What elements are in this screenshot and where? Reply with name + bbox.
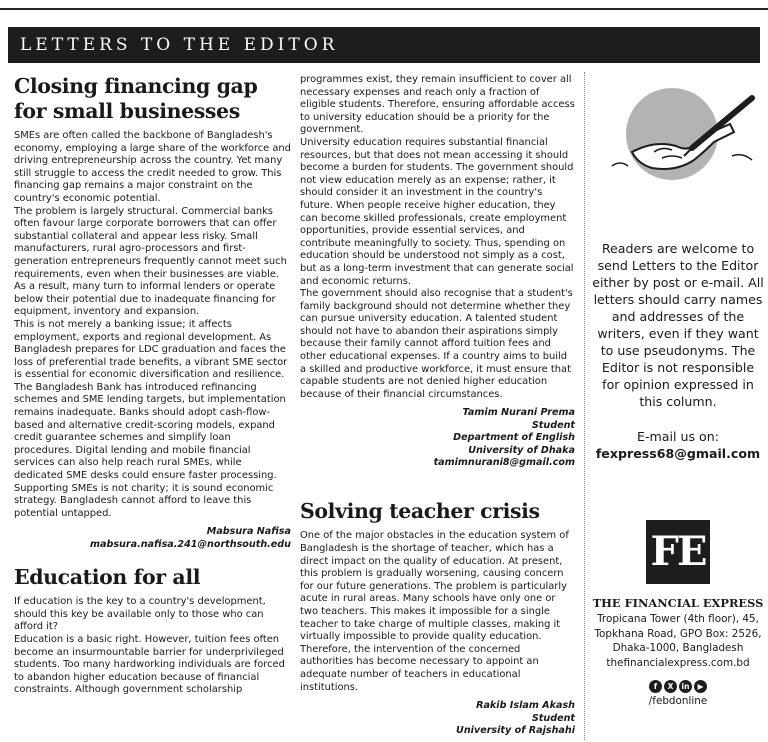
- letter-signature: [300, 407, 575, 469]
- hand-writing-pen-icon: [592, 82, 764, 192]
- column-divider: [584, 72, 585, 740]
- author-email: mabsura.nafisa.241@northsouth.edu: [90, 538, 291, 550]
- author-name: Rakib Islam Akash: [476, 700, 575, 712]
- address-line: Dhaka-1000, Bangladesh: [612, 642, 744, 654]
- letter-paragraph: Education is a basic right. However, tuition fees often become an insurmountable barrier for underprivileged students. Too many hardworking individuals are forced to abandon higher education because of financial constraints. Although government scholarship: [14, 634, 285, 696]
- editor-email: fexpress68@gmail.com: [595, 446, 761, 461]
- x-icon: X: [664, 680, 677, 693]
- letter-paragraph: University education requires substantial financial resources, but that does not mean accessing it should become a burden for students. The government should not view education merely as an expense; rather, it should consider it an investment in the country's future. When people receive higher education, they can become skilled professionals, create employment opportunities, provide essential services, and contribute meaningfully to society. Thus, spending on education should be understood not simply as a cost, but as a long-term investment that can generate social and economic returns.: [300, 136, 574, 287]
- social-handle: /febdonline: [648, 695, 708, 707]
- author-department: Department of English: [453, 432, 575, 444]
- letter-paragraph: One of the major obstacles in the education system of Bangladesh is the shortage of teacher, which has a direct impact on the quality of education. At present, this problem is gradually worsening, causing concern for our future generations. The problem is particularly acute in rural areas. Many schools have only one or two teachers. This makes it impossible for a single teacher to take charge of multiple classes, making it virtually impossible to provide quality education. Therefore, the intervention of the concerned authorities has become necessary to appoint an adequate number of teachers in educational institutions.: [300, 530, 569, 693]
- linkedin-icon: in: [679, 680, 692, 693]
- social-icons: [592, 680, 764, 693]
- author-name: Tamim Nurani Prema: [462, 407, 575, 419]
- author-role: Student: [531, 712, 575, 724]
- sidebar: [592, 72, 764, 707]
- column-1: [14, 74, 291, 697]
- letter-paragraph: Supporting SMEs is not charity; it is sound economic strategy. Bangladesh cannot afford to leave this potential untapped.: [14, 482, 274, 519]
- section-title: LETTERS TO THE EDITOR: [20, 35, 339, 55]
- letter-paragraph: The problem is largely structural. Commercial banks often favour large corporate borrowers that can offer substantial collateral and appear less risky. Small manufacturers, rural agro-processors and first-generation entrepreneurs frequently cannot meet such requirements, even when their businesses are viable. As a result, many turn to informal lenders or operate below their potential due to inadequate financing for equipment, inventory and expansion.: [14, 205, 287, 318]
- section-banner: [8, 27, 760, 63]
- website: thefinancialexpress.com.bd: [606, 656, 750, 669]
- address-line: Tropicana Tower (4th floor), 45,: [597, 613, 759, 625]
- author-role: Student: [531, 419, 575, 431]
- letter-paragraph: SMEs are often called the backbone of Bangladesh's economy, employing a large share of the workforce and driving entrepreneurship across the country. Yet many still struggle to access the credit needed to grow. This financing gap remains a major constraint on the country's economic potential.: [14, 130, 291, 204]
- brand-name: THE FINANCIAL EXPRESS: [592, 596, 764, 610]
- author-email: tamimnurani8@gmail.com: [433, 457, 575, 469]
- submission-notice: Readers are welcome to send Letters to the Editor either by post or e-mail. All letters should carry names and addresses of the writers, even if they want to use pseudonyms. The Editor is not responsible for opinion expressed in this column.: [592, 241, 764, 409]
- address-line: Topkhana Road, GPO Box: 2526,: [594, 627, 762, 640]
- letter-paragraph: This is not merely a banking issue; it affects employment, exports and regional development. As Bangladesh prepares for LDC graduation and faces the loss of preferential trade benefits, a vibrant SME sector is essential for economic diversification and resilience.: [14, 318, 288, 381]
- column-2: [300, 74, 575, 737]
- letter-paragraph: If education is the key to a country's development, should this key be available only to those who can afford it?: [14, 596, 266, 633]
- author-institution: University of Dhaka: [468, 444, 575, 456]
- letter-title: Education for all: [14, 565, 201, 590]
- letter-paragraph: The Bangladesh Bank has introduced refinancing schemes and SME lending targets, but implementation remains inadequate. Banks should adopt cash-flow-based and alternative credit-scoring models, expand credit guarantee schemes and simplify loan procedures. Digital lending and mobile financial services can also help reach rural SMEs, while dedicated SME desks could ensure faster processing.: [14, 381, 286, 482]
- letter-title: Solving teacher crisis: [300, 499, 540, 524]
- author-name: Mabsura Nafisa: [206, 526, 291, 538]
- youtube-icon: ▶: [694, 680, 707, 693]
- email-label: E-mail us on:: [637, 429, 719, 444]
- letter-paragraph: The government should also recognise that a student's family background should not determine whether they can pursue university education. A talented student should not have to abandon their aspirations simply because their family cannot afford tuition fees and other educational expenses. If a country aims to build a skilled and productive workforce, it must ensure that capable students are not denied higher education because of their financial circumstances.: [300, 288, 573, 400]
- letter-title: Closing financing gap for small businesses: [14, 74, 258, 123]
- author-institution: University of Rajshahi: [456, 725, 575, 736]
- letter-paragraph: programmes exist, they remain insufficient to cover all necessary expenses and reach only a fraction of eligible students. Therefore, ensuring affordable access to university education should be a priority for the government.: [300, 74, 575, 136]
- letter-signature: [14, 526, 291, 551]
- top-rule: [0, 8, 768, 10]
- fe-logo: FE: [646, 520, 710, 584]
- letter-signature: [300, 700, 575, 737]
- facebook-icon: f: [649, 680, 662, 693]
